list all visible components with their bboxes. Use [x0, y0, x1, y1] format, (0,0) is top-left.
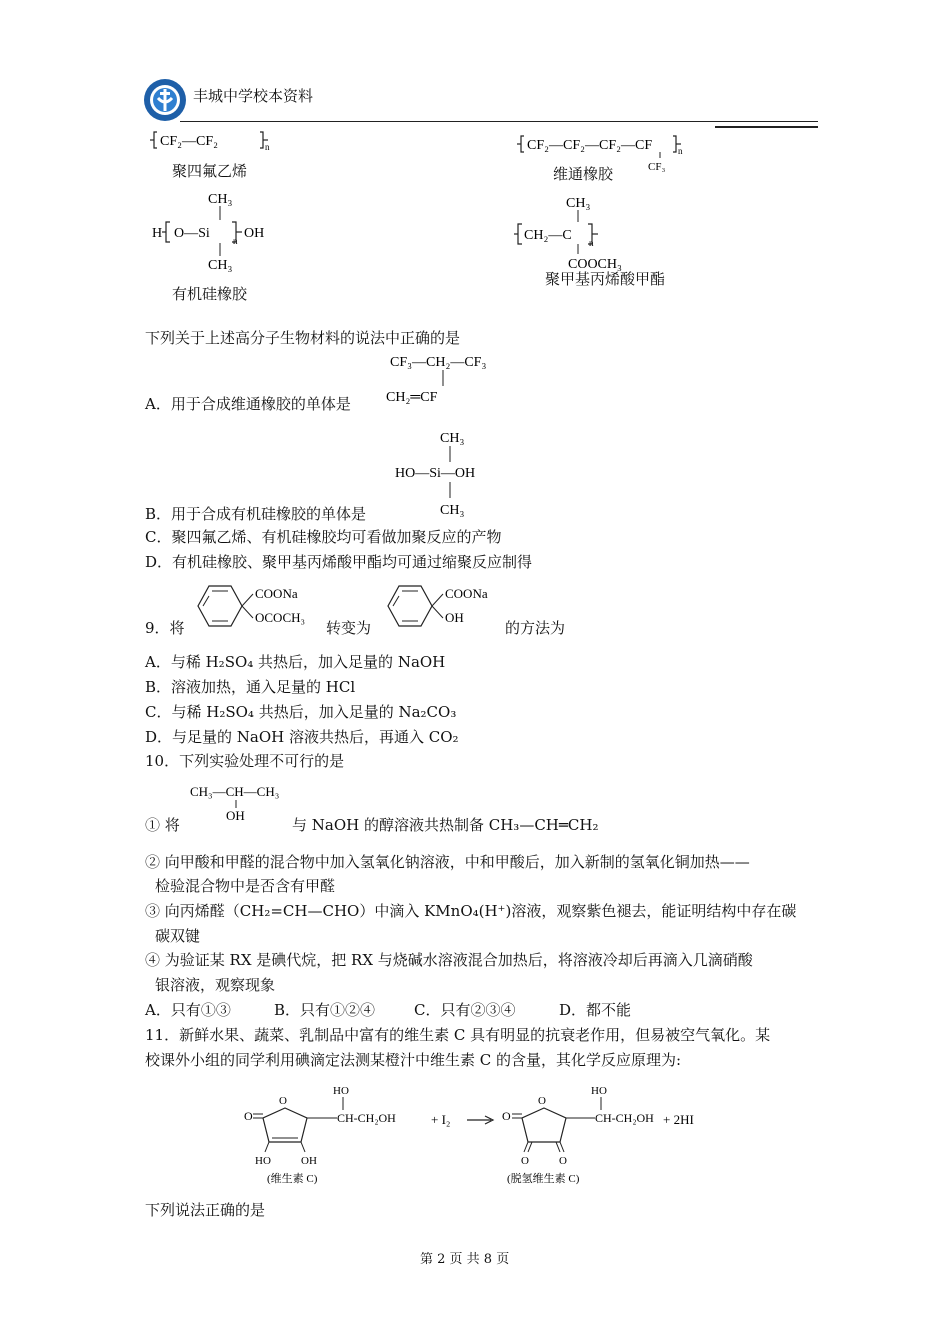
viton-name: 维通橡胶 [553, 165, 614, 183]
q9-middle: 转变为 [326, 619, 372, 637]
svg-text:CH₃: CH₃ [566, 196, 591, 211]
svg-text:O: O [521, 1155, 529, 1167]
svg-text:O: O [502, 1109, 511, 1123]
q9-option-c: C．与稀 H₂SO₄ 共热后，加入足量的 Na₂CO₃ [145, 703, 457, 721]
svg-text:OH: OH [301, 1155, 317, 1167]
page-number: 第 2 页 共 8 页 [420, 1252, 510, 1267]
silicone-name: 有机硅橡胶 [172, 285, 248, 303]
q8-option-c: C．聚四氟乙烯、有机硅橡胶均可看做加聚反应的产物 [145, 528, 502, 546]
svg-text:(维生素 C): (维生素 C) [267, 1173, 318, 1185]
q10-stem: 10．下列实验处理不可行的是 [145, 752, 345, 770]
q8-option-a: A．用于合成维通橡胶的单体是 [145, 395, 351, 413]
q10-item1-suffix: 与 NaOH 的醇溶液共热制备 CH₃—CH═CH₂ [292, 816, 599, 834]
svg-text:H: H [152, 226, 163, 241]
q10-item4-line2: 银溶液，观察现象 [155, 976, 276, 994]
svg-text:CF₃: CF₃ [648, 161, 666, 173]
svg-text:CF₃—CH₂—CF₃: CF₃—CH₂—CF₃ [390, 355, 487, 370]
svg-text:n: n [265, 142, 270, 152]
svg-text:O: O [559, 1155, 567, 1167]
svg-text:HO: HO [255, 1155, 271, 1167]
q8-stem: 下列关于上述高分子生物材料的说法中正确的是 [145, 329, 461, 347]
q10-option-c: C．只有②③④ [414, 1001, 516, 1019]
q8-option-b: B．用于合成有机硅橡胶的单体是 [145, 505, 367, 523]
header-title: 丰城中学校本资料 [193, 87, 314, 105]
hi-product: + 2HI [663, 1112, 694, 1127]
q11-line1: 11．新鲜水果、蔬菜、乳制品中富有的维生素 C 具有明显的抗衰老作用，但易被空气氧化。某 [145, 1026, 771, 1044]
pmma-name: 聚甲基丙烯酸甲酯 [545, 270, 666, 288]
iodine-reagent: + I₂ [431, 1112, 451, 1127]
viton-formula: CF₂—CF₂—CF₂—CF [527, 138, 653, 153]
school-logo [143, 78, 187, 122]
q9-option-b: B．溶液加热，通入足量的 HCl [145, 678, 356, 696]
q9-suffix: 的方法为 [505, 619, 566, 637]
q9-option-d: D．与足量的 NaOH 溶液共热后，再通入 CO₂ [145, 728, 459, 746]
svg-text:n: n [678, 146, 683, 156]
q10-item4-line1: ④ 为验证某 RX 是碘代烷，把 RX 与烧碱水溶液混合加热后，将溶液冷却后再滴入几滴硝酸 [145, 951, 753, 969]
svg-text:HO: HO [333, 1085, 349, 1097]
svg-text:OH: OH [244, 226, 265, 241]
pmma-structure [514, 196, 622, 272]
svg-text:O: O [279, 1095, 287, 1107]
svg-text:CH₃—CH—CH₃: CH₃—CH—CH₃ [190, 784, 280, 799]
silicone-structure [152, 192, 264, 273]
q10-item3-line1: ③ 向丙烯醛（CH₂=CH—CHO）中滴入 KMnO₄(H⁺)溶液，观察紫色褪去，能证明结构中存在碳 [145, 902, 797, 920]
svg-text:HO: HO [591, 1085, 607, 1097]
svg-text:(脱氢维生素 C): (脱氢维生素 C) [507, 1173, 580, 1185]
svg-text:O—Si: O—Si [174, 226, 210, 241]
svg-text:CH₃: CH₃ [440, 431, 465, 446]
q11-reaction [245, 1080, 735, 1190]
q9-reactant [185, 578, 335, 638]
q10-option-b: B．只有①②④ [274, 1001, 376, 1019]
svg-text:OCOCH₃: OCOCH₃ [255, 610, 306, 625]
q10-item1-prefix: ① 将 [145, 816, 180, 834]
ptfe-formula: CF₂—CF₂ [160, 134, 219, 149]
q9-option-a: A．与稀 H₂SO₄ 共热后，加入足量的 NaOH [145, 653, 446, 671]
svg-text:CH₃: CH₃ [440, 503, 465, 518]
q10-option-a: A．只有①③ [145, 1001, 231, 1019]
header-rule [180, 121, 818, 122]
vitamin-c-structure [244, 1085, 396, 1185]
svg-text:COONa: COONa [445, 586, 488, 601]
q8-option-d: D．有机硅橡胶、聚甲基丙烯酸甲酯均可通过缩聚反应制得 [145, 553, 533, 571]
svg-text:OH: OH [445, 610, 464, 625]
q8-a-monomer [380, 348, 530, 410]
svg-text:CH-CH₂OH: CH-CH₂OH [595, 1111, 654, 1125]
q9-product [375, 578, 505, 638]
svg-text:COOCH₃: COOCH₃ [568, 257, 622, 272]
q9-prefix: 9．将 [145, 619, 185, 637]
dehydro-vitamin-c-structure [502, 1085, 654, 1185]
svg-text:CH₃: CH₃ [208, 258, 233, 273]
q11-line2: 校课外小组的同学利用碘滴定法测某橙汁中维生素 C 的含量，其化学反应原理为: [145, 1051, 682, 1069]
q10-option-d: D．都不能 [559, 1001, 632, 1019]
svg-text:CH₃: CH₃ [208, 192, 233, 207]
q11-stem: 下列说法正确的是 [145, 1201, 266, 1219]
q10-item3-line2: 碳双键 [155, 927, 201, 945]
svg-text:COONa: COONa [255, 586, 298, 601]
q10-item2-line2: 检验混合物中是否含有甲醛 [155, 877, 336, 895]
q8-b-monomer [390, 424, 510, 520]
svg-text:n: n [589, 238, 594, 248]
svg-text:n: n [233, 236, 238, 246]
svg-text:CH₂═CF: CH₂═CF [386, 390, 438, 405]
svg-text:HO—Si—OH: HO—Si—OH [395, 466, 476, 481]
q10-item1-struct [186, 780, 296, 824]
q10-item2-line1: ② 向甲酸和甲醛的混合物中加入氢氧化钠溶液，中和甲酸后，加入新制的氢氧化铜加热—— [145, 853, 750, 871]
svg-text:O: O [538, 1095, 546, 1107]
svg-text:O: O [244, 1109, 253, 1123]
school-emblem-icon [143, 78, 187, 122]
ptfe-name: 聚四氟乙烯 [172, 162, 248, 180]
svg-text:OH: OH [226, 808, 245, 823]
svg-text:CH₂—C: CH₂—C [524, 228, 572, 243]
svg-text:CH-CH₂OH: CH-CH₂OH [337, 1111, 396, 1125]
ptfe-structure [150, 132, 270, 152]
